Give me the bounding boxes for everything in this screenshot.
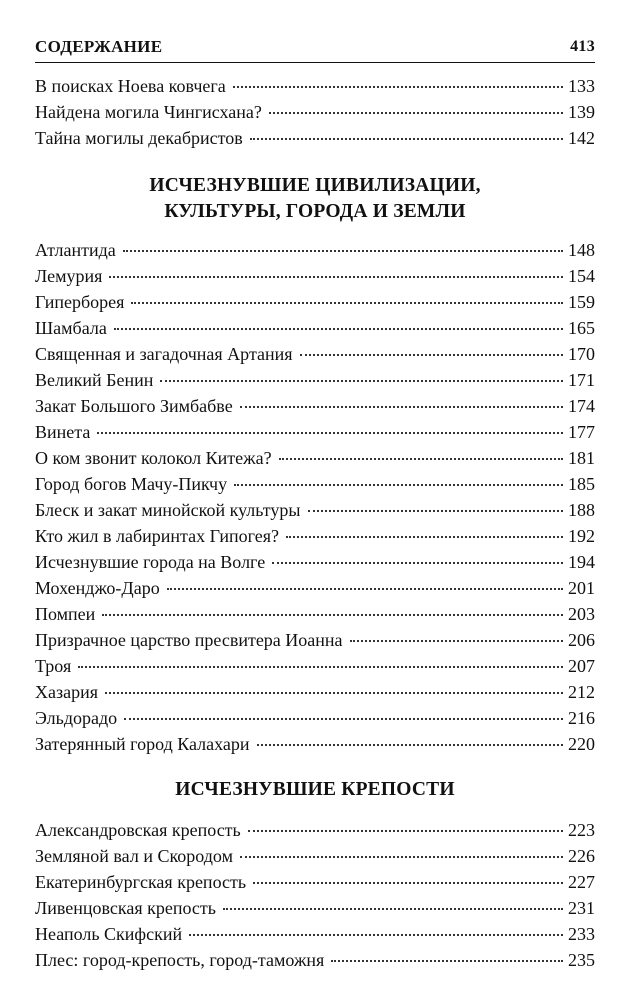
toc-entry-page: 154 bbox=[568, 266, 595, 286]
toc-entry-page: 148 bbox=[568, 240, 595, 260]
toc-entry[interactable] bbox=[35, 73, 595, 99]
toc-entry-title: Земляной вал и Скородом bbox=[35, 846, 233, 866]
toc-entry-page: 165 bbox=[568, 318, 595, 338]
toc-entry[interactable] bbox=[35, 263, 595, 289]
dot-leader bbox=[109, 275, 563, 278]
dot-leader bbox=[240, 405, 563, 408]
dot-leader bbox=[189, 933, 563, 936]
dot-leader bbox=[272, 561, 563, 564]
toc-entry-title: Затерянный город Калахари bbox=[35, 734, 250, 754]
toc-entry-title: Город богов Мачу-Пикчу bbox=[35, 474, 228, 494]
dot-leader bbox=[240, 855, 563, 858]
toc-entry-page: 216 bbox=[568, 708, 595, 728]
toc-entry-title: Мохенджо-Даро bbox=[35, 578, 160, 598]
toc-entry[interactable] bbox=[35, 471, 595, 497]
toc-entry-page: 235 bbox=[568, 950, 595, 970]
toc-entry-page: 207 bbox=[568, 656, 595, 676]
toc-entry[interactable] bbox=[35, 99, 595, 125]
toc-entry-title: Помпеи bbox=[35, 604, 96, 624]
toc-entry-page: 233 bbox=[568, 924, 595, 944]
toc-entry-page: 177 bbox=[568, 422, 595, 442]
toc-entry-title: Эльдорадо bbox=[35, 708, 118, 728]
toc-entry-title: Кто жил в лабиринтах Гипогея? bbox=[35, 526, 279, 546]
toc-entry[interactable] bbox=[35, 367, 595, 393]
toc-entry-title: Гиперборея bbox=[35, 292, 125, 312]
toc-entry[interactable] bbox=[35, 575, 595, 601]
dot-leader bbox=[78, 665, 563, 668]
section-heading-civilizations bbox=[35, 173, 595, 225]
header-rule bbox=[35, 62, 595, 63]
toc-entry-page: 220 bbox=[568, 734, 595, 754]
dot-leader bbox=[233, 85, 563, 88]
toc-entry-page: 139 bbox=[568, 102, 595, 122]
toc-entry[interactable] bbox=[35, 523, 595, 549]
dot-leader bbox=[257, 743, 563, 746]
toc-section-continued bbox=[35, 73, 595, 151]
toc-entry[interactable] bbox=[35, 627, 595, 653]
dot-leader bbox=[234, 483, 563, 486]
toc-entry[interactable] bbox=[35, 653, 595, 679]
dot-leader bbox=[123, 249, 563, 252]
toc-entry-page: 231 bbox=[568, 898, 595, 918]
toc-entry-title: Закат Большого Зимбабве bbox=[35, 396, 233, 416]
toc-entry-title: Великий Бенин bbox=[35, 370, 154, 390]
toc-entry-title: Тайна могилы декабристов bbox=[35, 128, 243, 148]
toc-entry-title: Священная и загадочная Артания bbox=[35, 344, 293, 364]
dot-leader bbox=[279, 457, 563, 460]
toc-entry-page: 223 bbox=[568, 820, 595, 840]
toc-entry[interactable] bbox=[35, 445, 595, 471]
toc-entry[interactable] bbox=[35, 843, 595, 869]
dot-leader bbox=[97, 431, 563, 434]
dot-leader bbox=[102, 613, 563, 616]
toc-entry-title: Блеск и закат минойской культуры bbox=[35, 500, 301, 520]
dot-leader bbox=[114, 327, 563, 330]
toc-entry-page: 203 bbox=[568, 604, 595, 624]
dot-leader bbox=[300, 353, 563, 356]
dot-leader bbox=[160, 379, 563, 382]
toc-entry[interactable] bbox=[35, 393, 595, 419]
toc-entry[interactable] bbox=[35, 601, 595, 627]
toc-entry-page: 171 bbox=[568, 370, 595, 390]
dot-leader bbox=[248, 829, 563, 832]
section-heading-line: КУЛЬТУРЫ, ГОРОДА И ЗЕМЛИ bbox=[164, 201, 466, 222]
toc-entry-title: Винета bbox=[35, 422, 91, 442]
dot-leader bbox=[269, 111, 563, 114]
toc-entry-page: 201 bbox=[568, 578, 595, 598]
toc-entry[interactable] bbox=[35, 921, 595, 947]
toc-entry[interactable] bbox=[35, 497, 595, 523]
toc-section-fortresses bbox=[35, 817, 595, 973]
dot-leader bbox=[286, 535, 563, 538]
toc-entry-title: Александровская крепость bbox=[35, 820, 241, 840]
toc-entry-title: Найдена могила Чингисхана? bbox=[35, 102, 262, 122]
toc-section-civilizations bbox=[35, 237, 595, 757]
dot-leader bbox=[131, 301, 563, 304]
toc-entry-page: 170 bbox=[568, 344, 595, 364]
toc-entry[interactable] bbox=[35, 289, 595, 315]
running-head-title: СОДЕРЖАНИЕ bbox=[35, 37, 163, 56]
toc-entry-title: Шамбала bbox=[35, 318, 107, 338]
page-number: 413 bbox=[570, 38, 595, 55]
toc-entry-page: 181 bbox=[568, 448, 595, 468]
toc-entry-page: 133 bbox=[568, 76, 595, 96]
toc-entry-title: В поисках Ноева ковчега bbox=[35, 76, 226, 96]
section-heading-line: ИСЧЕЗНУВШИЕ КРЕПОСТИ bbox=[175, 779, 455, 800]
toc-entry-title: Плес: город-крепость, город-таможня bbox=[35, 950, 325, 970]
dot-leader bbox=[331, 959, 563, 962]
dot-leader bbox=[250, 137, 563, 140]
toc-entry-page: 185 bbox=[568, 474, 595, 494]
toc-page bbox=[35, 36, 595, 973]
toc-entry-page: 206 bbox=[568, 630, 595, 650]
toc-entry[interactable] bbox=[35, 125, 595, 151]
dot-leader bbox=[124, 717, 563, 720]
toc-entry-page: 194 bbox=[568, 552, 595, 572]
dot-leader bbox=[350, 639, 563, 642]
toc-entry[interactable] bbox=[35, 679, 595, 705]
toc-entry[interactable] bbox=[35, 315, 595, 341]
toc-entry[interactable] bbox=[35, 237, 595, 263]
toc-entry-page: 212 bbox=[568, 682, 595, 702]
toc-entry-title: Неаполь Скифский bbox=[35, 924, 183, 944]
toc-entry-title: Хазария bbox=[35, 682, 98, 702]
toc-entry-page: 142 bbox=[568, 128, 595, 148]
dot-leader bbox=[105, 691, 563, 694]
toc-entry[interactable] bbox=[35, 817, 595, 843]
toc-entry-page: 227 bbox=[568, 872, 595, 892]
toc-entry[interactable] bbox=[35, 895, 595, 921]
toc-entry-title: Призрачное царство пресвитера Иоанна bbox=[35, 630, 343, 650]
dot-leader bbox=[167, 587, 563, 590]
toc-entry-title: Исчезнувшие города на Волге bbox=[35, 552, 266, 572]
toc-entry-title: О ком звонит колокол Китежа? bbox=[35, 448, 272, 468]
dot-leader bbox=[253, 881, 563, 884]
toc-entry[interactable] bbox=[35, 869, 595, 895]
toc-entry[interactable] bbox=[35, 731, 595, 757]
toc-entry[interactable] bbox=[35, 419, 595, 445]
toc-entry[interactable] bbox=[35, 549, 595, 575]
toc-entry-title: Лемурия bbox=[35, 266, 103, 286]
dot-leader bbox=[223, 907, 563, 910]
toc-entry-page: 192 bbox=[568, 526, 595, 546]
running-head bbox=[35, 36, 595, 58]
toc-entry-page: 188 bbox=[568, 500, 595, 520]
toc-entry-title: Екатеринбургская крепость bbox=[35, 872, 247, 892]
dot-leader bbox=[308, 509, 563, 512]
toc-entry[interactable] bbox=[35, 947, 595, 973]
toc-entry[interactable] bbox=[35, 705, 595, 731]
toc-entry-title: Атлантида bbox=[35, 240, 116, 260]
section-heading-line: ИСЧЕЗНУВШИЕ ЦИВИЛИЗАЦИИ, bbox=[149, 175, 481, 196]
toc-entry-page: 159 bbox=[568, 292, 595, 312]
toc-entry-title: Троя bbox=[35, 656, 72, 676]
toc-entry-page: 174 bbox=[568, 396, 595, 416]
toc-entry-page: 226 bbox=[568, 846, 595, 866]
section-heading-fortresses bbox=[35, 777, 595, 803]
toc-entry[interactable] bbox=[35, 341, 595, 367]
toc-entry-title: Ливенцовская крепость bbox=[35, 898, 216, 918]
